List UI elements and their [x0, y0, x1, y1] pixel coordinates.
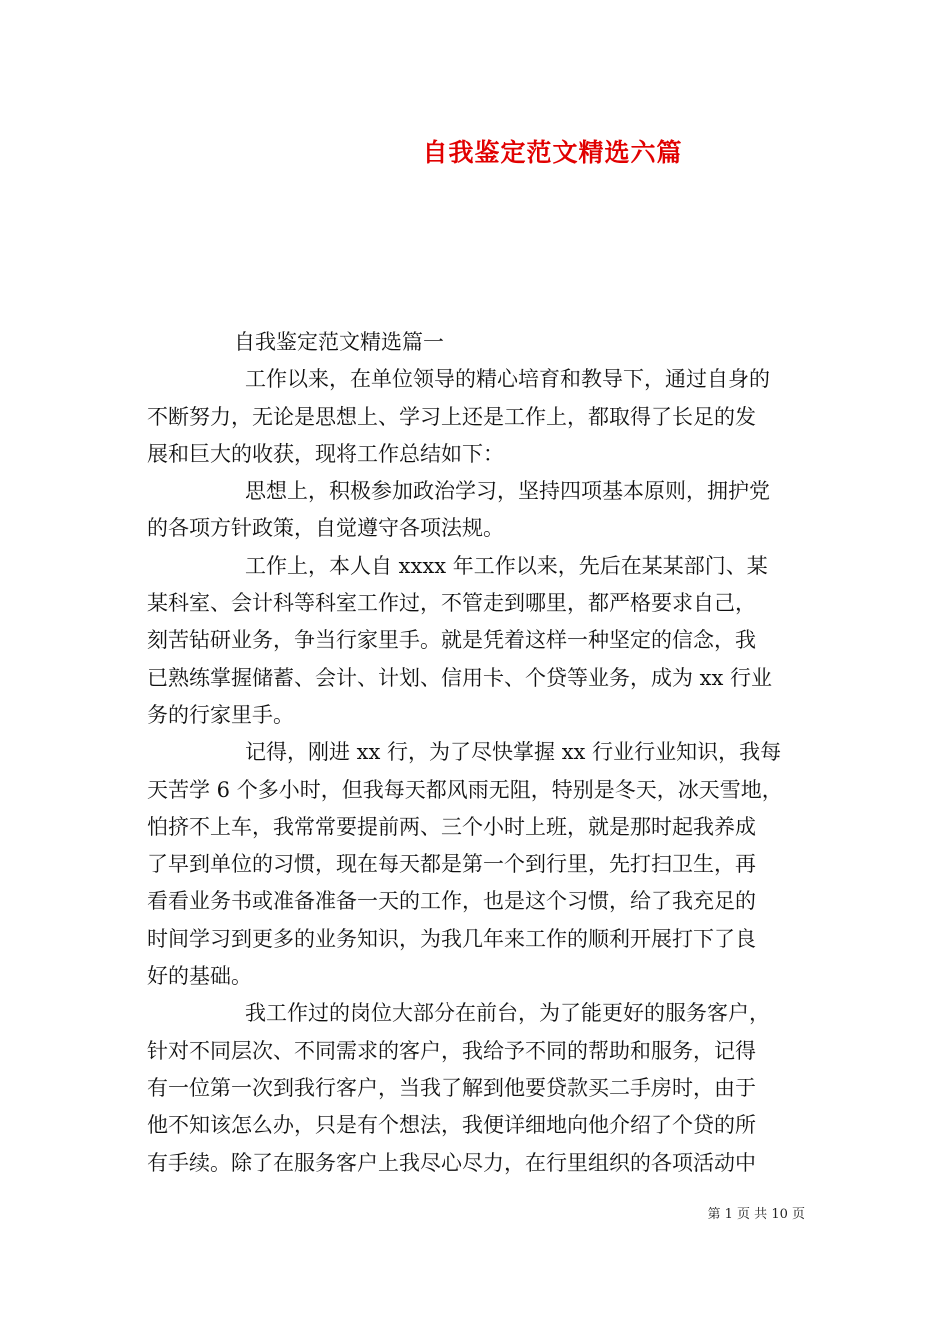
paragraph-line: 思想上，积极参加政治学习，坚持四项基本原则，拥护党: [245, 479, 770, 504]
document-body: [147, 324, 807, 1182]
paragraph-line: 有手续。除了在服务客户上我尽心尽力，在行里组织的各项活动中: [147, 1150, 756, 1175]
paragraph-line: 我工作过的岗位大部分在前台，为了能更好的服务客户，: [245, 1001, 770, 1026]
paragraph-line: 针对不同层次、不同需求的客户，我给予不同的帮助和服务，记得: [147, 1038, 756, 1063]
paragraph-line: 时间学习到更多的业务知识，为我几年来工作的顺利开展打下了良: [147, 926, 756, 951]
paragraph-line: 不断努力，无论是思想上、学习上还是工作上，都取得了长足的发: [147, 404, 756, 429]
document-title: 自我鉴定范文精选六篇: [422, 138, 683, 167]
paragraph-line: 工作上，本人自 xxxx 年工作以来，先后在某某部门、某: [245, 553, 768, 578]
paragraph-line: 务的行家里手。: [147, 702, 294, 727]
paragraph-line: 了早到单位的习惯，现在每天都是第一个到行里，先打扫卫生，再: [147, 852, 756, 877]
paragraph-line: 他不知该怎么办，只是有个想法，我便详细地向他介绍了个贷的所: [147, 1113, 756, 1138]
paragraph-line: 工作以来，在单位领导的精心培育和教导下，通过自身的: [245, 367, 770, 392]
paragraph-line: 展和巨大的收获，现将工作总结如下：: [147, 441, 504, 466]
paragraph-line: 的各项方针政策，自觉遵守各项法规。: [147, 516, 504, 541]
page-footer: 第 1 页 共 10 页: [707, 1207, 805, 1222]
paragraph-line: 看看业务书或准备准备一天的工作，也是这个习惯，给了我充足的: [147, 889, 756, 914]
paragraph-line: 怕挤不上车，我常常要提前两、三个小时上班，就是那时起我养成: [147, 814, 756, 839]
paragraph-line: 有一位第一次到我行客户，当我了解到他要贷款买二手房时，由于: [147, 1075, 756, 1100]
paragraph-line: 某科室、会计科等科室工作过，不管走到哪里，都严格要求自己，: [147, 591, 756, 616]
paragraph-line: 刻苦钻研业务，争当行家里手。就是凭着这样一种坚定的信念，我: [147, 628, 756, 653]
paragraph-line: 记得，刚进 xx 行，为了尽快掌握 xx 行业行业知识，我每: [245, 740, 782, 765]
paragraph-line: 天苦学 6 个多小时，但我每天都风雨无阻，特别是冬天，冰天雪地，: [147, 777, 783, 802]
paragraph-line: 好的基础。: [147, 964, 252, 989]
paragraph-line: 已熟练掌握储蓄、会计、计划、信用卡、个贷等业务，成为 xx 行业: [147, 665, 773, 690]
section-heading: 自我鉴定范文精选篇一: [234, 330, 444, 354]
